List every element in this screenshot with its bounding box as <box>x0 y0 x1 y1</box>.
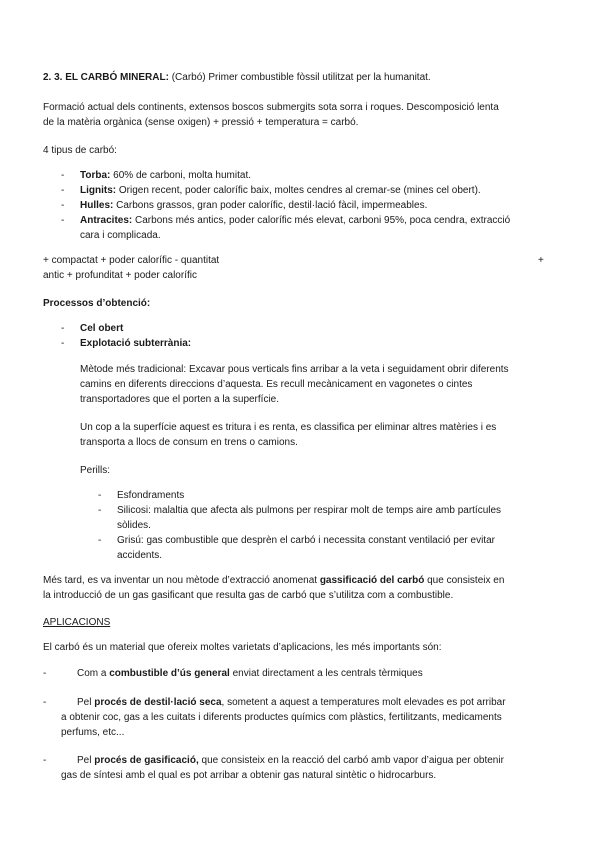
type-name: Torba: <box>80 170 111 181</box>
application-item-1 <box>43 666 563 681</box>
coal-types-list <box>43 168 558 243</box>
dash-bullet: - <box>43 697 47 708</box>
app-post: que consisteix en la reacció del carbó amb vapor d’aigua per obtenir <box>198 755 504 766</box>
dash-bullet: - <box>43 755 47 766</box>
type-name: Antracites: <box>80 215 133 226</box>
gas-pre: Més tard, es va inventar un nou mètode d’extracció anomenat <box>43 575 320 586</box>
application-line <box>43 753 563 768</box>
application-item-2 <box>43 695 563 740</box>
list-item-torba <box>43 168 558 183</box>
dash-bullet: - <box>61 200 65 211</box>
dash-bullet: - <box>61 338 65 349</box>
dangers-title: Perills: <box>80 465 111 476</box>
danger-text-cont: sòlides. <box>117 520 151 531</box>
list-item-antracites-cont <box>43 228 558 243</box>
processes-title <box>43 296 150 311</box>
danger-text: Esfondraments <box>117 490 185 501</box>
list-item-grisu <box>43 533 558 548</box>
app-bold: combustible d’ús general <box>109 668 230 679</box>
applications-title: APLICACIONS <box>43 617 111 628</box>
section-heading <box>43 70 431 85</box>
intro-line-1: Formació actual dels continents, extensos boscos submergits sota sorra i roques. Descomposició lenta <box>43 102 499 113</box>
list-item-hulles <box>43 198 558 213</box>
list-item-esfondraments <box>43 488 558 503</box>
dash-bullet: - <box>61 170 65 181</box>
method-para-line-2: camins en diferents direccions d’aquesta. Es recull mecànicament en vagonetes o cintes <box>80 379 473 390</box>
app-bold: procés de gasificació, <box>94 755 199 766</box>
list-item-lignits <box>43 183 558 198</box>
process-name: Cel obert <box>80 323 124 334</box>
application-line-cont: gas de síntesi amb el qual es pot arribar a obtenir gas natural sintètic o hidrocarburs. <box>61 770 437 781</box>
types-title: 4 tipus de carbó: <box>43 145 117 156</box>
dash-bullet: - <box>61 323 65 334</box>
dash-bullet: - <box>98 535 102 546</box>
application-item-3 <box>43 753 563 783</box>
compare-line-2: antic + profunditat + poder calorífic <box>43 270 197 281</box>
app-pre: Com a <box>77 668 110 679</box>
compare-line-1-right: + <box>538 255 544 266</box>
surface-para-line-2: transporta a llocs de consum en trens o camions. <box>80 437 298 448</box>
list-item-silicosi <box>43 503 558 518</box>
type-name: Hulles: <box>80 200 114 211</box>
list-item-silicosi-cont <box>43 518 558 533</box>
list-item-grisu-cont <box>43 548 558 563</box>
app-bold: procés de destil·lació seca <box>94 697 222 708</box>
method-para-line-1: Mètode més tradicional: Excavar pous verticals fins arribar a la veta i seguidament obrir diferents <box>80 364 509 375</box>
applications-intro: El carbó és un material que ofereix moltes varietats d’aplicacions, les més importants són: <box>43 642 442 653</box>
gas-bold: gassificació del carbó <box>319 575 425 586</box>
process-name: Explotació subterrània: <box>80 338 192 349</box>
type-desc: Carbons més antics, poder calorífic més elevat, carboni 95%, poca cendra, extracció <box>132 215 511 226</box>
danger-text-cont: accidents. <box>117 550 163 561</box>
heading-number: 2. 3. EL CARBÓ MINERAL: <box>43 72 169 83</box>
application-line-cont: a obtenir coc, gas a les cuitats i diferents productes químics com plàstics, fertilitzants, medicaments <box>61 712 502 723</box>
app-post: , sometent a aquest a temperatures molt elevades es pot arribar <box>221 697 506 708</box>
dangers-list <box>43 488 558 563</box>
application-line <box>43 666 563 681</box>
type-desc-cont: cara i complicada. <box>80 230 161 241</box>
type-desc: Carbons grassos, gran poder calorífic, destil·lació fàcil, impermeables. <box>113 200 428 211</box>
surface-para-line-1: Un cop a la superfície aquest es tritura i es renta, es classifica per eliminar altres matèries i es <box>80 422 497 433</box>
danger-text: Silicosi: malaltia que afecta als pulmons per respirar molt de temps aire amb partícules <box>117 505 502 516</box>
heading-rest: (Carbó) Primer combustible fòssil utilitzat per la humanitat. <box>168 72 431 83</box>
dash-bullet: - <box>43 668 47 679</box>
processes-title-text: Processos d’obtenció: <box>43 298 151 309</box>
method-para-line-3: transportadores que el porten a la superfície. <box>80 394 280 405</box>
dash-bullet: - <box>61 215 65 226</box>
type-name: Lignits: <box>80 185 117 196</box>
processes-list <box>43 321 558 351</box>
dash-bullet: - <box>98 505 102 516</box>
app-post: enviat directament a les centrals tèrmiques <box>229 668 423 679</box>
app-pre: Pel <box>77 697 95 708</box>
type-desc: Origen recent, poder calorífic baix, moltes cendres al cremar-se (mines cel obert). <box>116 185 481 196</box>
list-item-subterrania <box>43 336 558 351</box>
compare-line-1: + compactat + poder calorífic - quantitat <box>43 255 220 266</box>
gas-post: que consisteix en <box>424 575 505 586</box>
dash-bullet: - <box>98 490 102 501</box>
type-desc: 60% de carboni, molta humitat. <box>110 170 252 181</box>
list-item-cel-obert <box>43 321 558 336</box>
application-line-cont: perfums, etc... <box>61 727 125 738</box>
list-item-antracites <box>43 213 558 228</box>
app-pre: Pel <box>77 755 95 766</box>
dash-bullet: - <box>61 185 65 196</box>
danger-text: Grisú: gas combustible que desprèn el carbó i necessita constant ventilació per evitar <box>117 535 495 546</box>
gasification-line-1 <box>43 573 504 588</box>
application-line <box>43 695 563 710</box>
gasification-line-2: la introducció de un gas gasificant que resulta gas de carbó que s’utilitza com a combustible. <box>43 590 454 601</box>
intro-line-2: de la matèria orgànica (sense oxigen) + pressió + temperatura = carbó. <box>43 117 359 128</box>
